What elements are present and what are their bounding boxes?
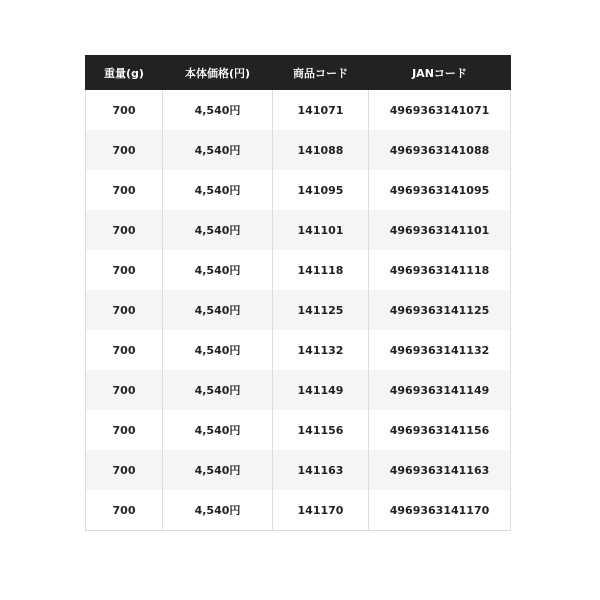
table-row [86,330,511,370]
cell-weight: 700 [86,290,163,330]
cell-weight: 700 [86,210,163,250]
header-price: 本体価格(円) [163,56,273,90]
cell-product-code: 141163 [273,450,369,490]
table-header [86,56,511,90]
cell-jan-code: 4969363141170 [369,490,511,531]
table-row [86,490,511,531]
cell-weight: 700 [86,170,163,210]
cell-product-code: 141132 [273,330,369,370]
table-row [86,90,511,131]
cell-price: 4,540円 [163,130,273,170]
cell-jan-code: 4969363141118 [369,250,511,290]
table-row [86,450,511,490]
table-row [86,210,511,250]
cell-price: 4,540円 [163,330,273,370]
cell-jan-code: 4969363141125 [369,290,511,330]
cell-jan-code: 4969363141101 [369,210,511,250]
cell-product-code: 141118 [273,250,369,290]
cell-jan-code: 4969363141163 [369,450,511,490]
table-row [86,370,511,410]
cell-product-code: 141071 [273,90,369,131]
cell-price: 4,540円 [163,210,273,250]
cell-weight: 700 [86,130,163,170]
cell-weight: 700 [86,450,163,490]
table-body [86,90,511,531]
cell-jan-code: 4969363141132 [369,330,511,370]
header-row [86,56,511,90]
cell-weight: 700 [86,330,163,370]
cell-jan-code: 4969363141095 [369,170,511,210]
cell-weight: 700 [86,90,163,131]
cell-product-code: 141125 [273,290,369,330]
cell-price: 4,540円 [163,370,273,410]
cell-weight: 700 [86,250,163,290]
table-row [86,170,511,210]
cell-jan-code: 4969363141071 [369,90,511,131]
header-weight: 重量(g) [86,56,163,90]
cell-product-code: 141149 [273,370,369,410]
cell-jan-code: 4969363141149 [369,370,511,410]
cell-weight: 700 [86,490,163,531]
cell-product-code: 141088 [273,130,369,170]
cell-price: 4,540円 [163,490,273,531]
cell-price: 4,540円 [163,170,273,210]
header-jan-code: JANコード [369,56,511,90]
cell-price: 4,540円 [163,90,273,131]
cell-product-code: 141156 [273,410,369,450]
cell-jan-code: 4969363141156 [369,410,511,450]
cell-price: 4,540円 [163,410,273,450]
cell-product-code: 141095 [273,170,369,210]
cell-product-code: 141170 [273,490,369,531]
cell-price: 4,540円 [163,250,273,290]
cell-weight: 700 [86,410,163,450]
table-row [86,250,511,290]
cell-jan-code: 4969363141088 [369,130,511,170]
table-row [86,130,511,170]
table-row [86,290,511,330]
cell-price: 4,540円 [163,450,273,490]
cell-price: 4,540円 [163,290,273,330]
product-spec-table [85,55,511,531]
header-product-code: 商品コード [273,56,369,90]
table-row [86,410,511,450]
cell-weight: 700 [86,370,163,410]
cell-product-code: 141101 [273,210,369,250]
